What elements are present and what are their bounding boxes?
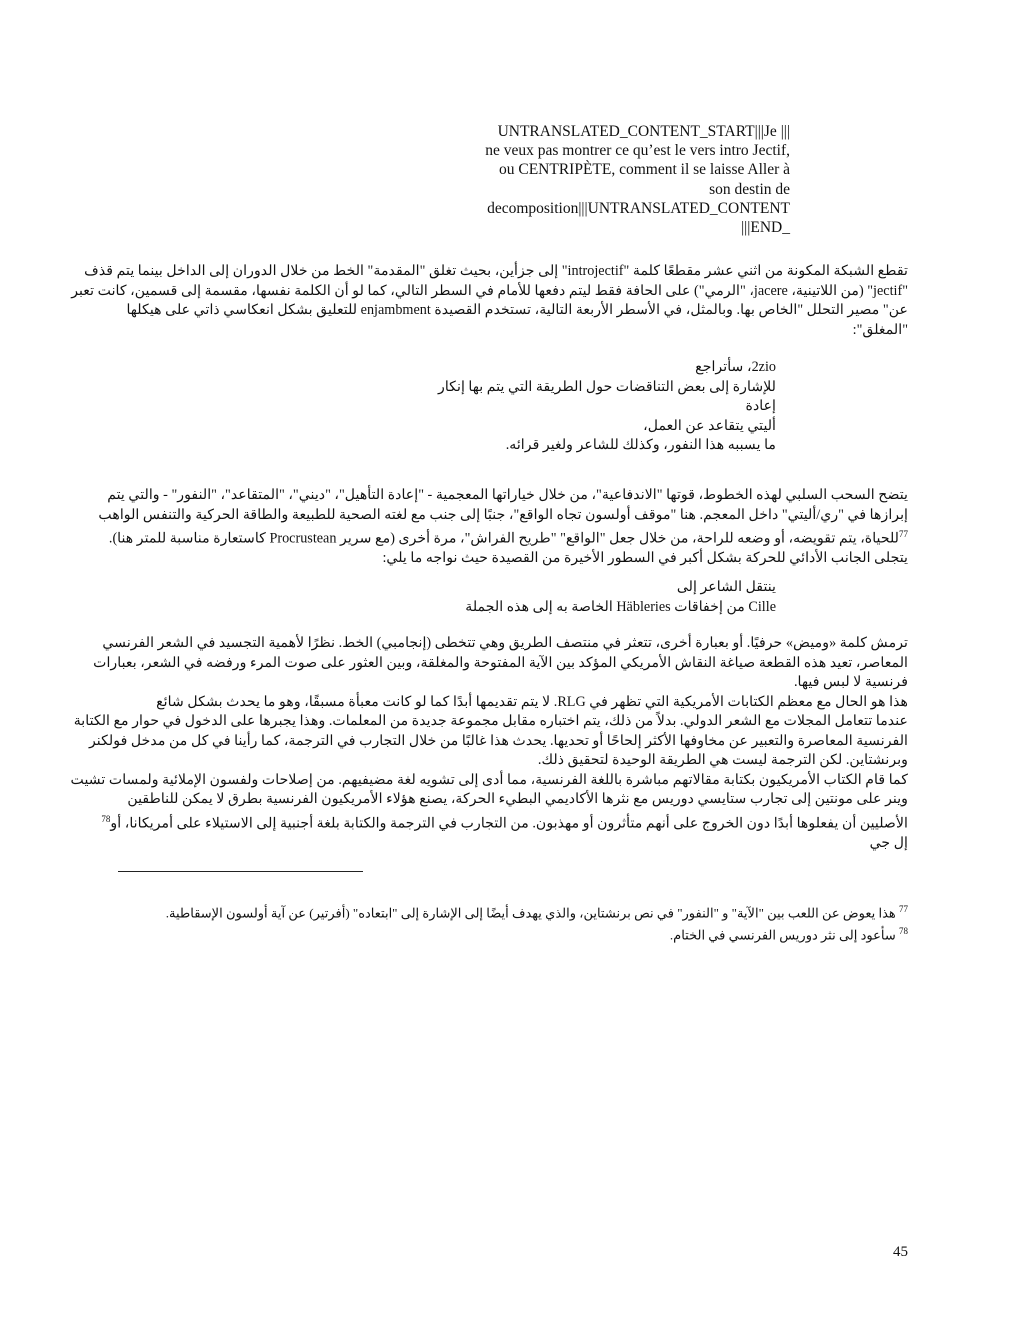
paragraph-line: يتضح السحب السلبي لهذه الخطوط، قوتها "الاندفاعية"، من خلال خياراتها المعجمية - "إعادة التأهيل"، "ديني"، "المتقاعد"، "النفور" - والتي يتم — [107, 487, 908, 503]
quote-line: UNTRANSLATED_CONTENT_START|||Je ||| — [497, 123, 790, 140]
verse-line: ما يسببه هذا النفور، وكذلك للشاعر ولغير قرائه. — [505, 437, 776, 453]
verse-line: Cille من إخفاقات Häbleries الخاصة به إلى هذه الجملة — [465, 598, 776, 615]
footnote-ref: 78 — [101, 813, 111, 824]
paragraph-line: عن" مصير التحلل "الخاص بها. وبالمثل، في الأسطر الأربعة التالية، تستخدم القصيدة enjambment للتعليق بشكل انعكاسي ذاتي على هيكلها — [126, 302, 908, 318]
quote-line: ou CENTRIPÈTE, comment il se laisse Aller à — [498, 161, 790, 179]
paragraph-negative-pull — [98, 486, 908, 569]
untranslated-quote-block — [440, 122, 790, 237]
paragraph-line: هذا هو الحال مع معظم الكتابات الأمريكية التي تظهر في RLG. لا يتم تقديمها أبدًا كما لو كانت معبأة مسبقًا، وهو ما يحدث بشكل شائع — [156, 693, 908, 710]
paragraph-line: يتجلى الجانب الأدائي للحركة بشكل أكبر في السطور الأخيرة من القصيدة حيث نواجه ما يلي: — [382, 550, 908, 567]
footnote-ref: 77 — [899, 529, 908, 539]
quote-line: son destin de — [709, 180, 790, 198]
footnote-divider — [118, 871, 363, 872]
footnote-number: 78 — [899, 926, 908, 937]
paragraph-line: إل جي — [869, 834, 908, 851]
footnote-text: هذا يعوض عن اللعب بين "الآية" و "النفور" في نص برنشتاين، والذي يهدف أيضًا إلى الإشارة إلى "ابتعاده" (أفرتير) عن آية أولسون الإسقاطية. — [165, 905, 896, 921]
footnote-text: سأعود إلى نثر دوريس الفرنسي في الختام. — [669, 927, 896, 943]
verse-line: للإشارة إلى بعض التناقضات حول الطريقة التي يتم بها إنكار — [437, 378, 776, 395]
page-number: 45 — [893, 1244, 908, 1260]
verse-quote-1 — [356, 358, 776, 456]
paragraph-line: فرنسية لا لبس فيها. — [794, 674, 908, 690]
paragraph-blink — [70, 634, 908, 853]
verse-quote-2 — [356, 578, 776, 617]
paragraph-line: $^{77}$للحياة، يتم تقويضه، أو وضعه للراحة، من خلال جعل "الواقع" "طريح الفراش"، مرة أخرى (مع سرير Procrustean كاستعارة مناسبة للمتر هنا). — [108, 529, 908, 547]
quote-line: ne veux pas montrer ce qu’est le vers intro Jectif, — [485, 142, 790, 160]
paragraph-line: وينر على مونتين إلى تجارب ستايسي دوريس مع نثرها الأكاديمي البطيء الحركة، يصنع هؤلاء الأمريكيون الفرنسية بطرق لا يمكن للناطقين — [127, 791, 908, 807]
paragraph-line: إبرازها في "ري/أليتي" داخل المعجم. هنا "موقف أولسون تجاه الواقع"، جنبًا إلى جنب مع لغته الصحية للطبيعة والطاقة الحركية والتنفس الواهب — [98, 506, 908, 523]
paragraph-line: كما قام الكتاب الأمريكيون بكتابة مقالاتهم مباشرة باللغة الفرنسية، مما أدى إلى تشويه لغة مضيفيهم. من إصلاحات ولفسون الإملائية ولمسات تشيت — [70, 771, 908, 788]
verse-line: ينتقل الشاعر إلى — [676, 579, 776, 595]
paragraph-line: الفرنسية المعاصرة والتعبير عن مخاوفها الأكثر إلحاحًا أو تحديها. يحدث هذا غالبًا من خلال التجارب في الترجمة، كما رأينا في كل من مدخل فولكنر — [88, 732, 908, 749]
verse-line: أليتي يتقاعد عن العمل، — [643, 417, 776, 434]
paragraph-line: "jectif" (من اللاتينية، jacere، "الرمي") على الحافة فقط ليتم دفعها للأمام في السطر التالي، كما لو أن الكلمة نفسها، مقسمة إلى قسمين، كانت تعبر — [71, 282, 908, 299]
footnote — [116, 922, 908, 944]
footnote — [116, 900, 908, 922]
paragraph-line: ترمش كلمة «وميض» حرفيًا. أو بعبارة أخرى، تتعثر في منتصف الطريق وهي تتخطى (إنجامبي) الخط. نظرًا لأهمية التجسيد في الشعر الفرنسي — [102, 635, 908, 651]
paragraph-line: وبرنشتاين. لكن الترجمة ليست هي الطريقة الوحيدة لتحقيق ذلك. — [537, 752, 908, 768]
paragraph-line: "المغلق": — [852, 321, 908, 338]
paragraph-introjectif — [71, 262, 908, 340]
footnotes — [116, 900, 908, 945]
quote-line: |||END_ — [741, 219, 790, 237]
paragraph-line: الأصليين أن يفعلوها أبدًا دون الخروج على أنهم متأثرون أو مهذبون. من التجارب في الترجمة والكتابة بلغة أجنبية إلى الاستيلاء على أمريكانا، أو$^{78}$ — [101, 813, 908, 832]
paragraph-line: عندما تتعامل المجلات مع الشعر الدولي. بدلاً من ذلك، يتم اختباره مقابل مجموعة جديدة من المعلمات. وهذا يجبرها على الدخول في حوار مع الكتابة — [73, 713, 908, 729]
paragraph-line: تقطع الشبكة المكونة من اثني عشر مقطعًا كلمة "introjectif" إلى جزأين، بحيث تغلق "المقدمة" الخط من خلال الدوران إلى الداخل بينما يتم قذف — [84, 263, 908, 279]
paragraph-line: المعاصر، تعيد هذه القطعة صياغة النقاش الأمريكي المؤكد بين الآية المفتوحة والمغلقة، وبين العثور على صوت المرء ورفضه في الشعر، بعبارات — [93, 654, 908, 671]
footnote-number: 77 — [899, 904, 908, 914]
quote-line: decomposition|||UNTRANSLATED_CONTENT — [487, 199, 790, 217]
verse-line: إعادة — [745, 398, 776, 414]
verse-line: 2zio، سأتراجع — [695, 359, 776, 375]
